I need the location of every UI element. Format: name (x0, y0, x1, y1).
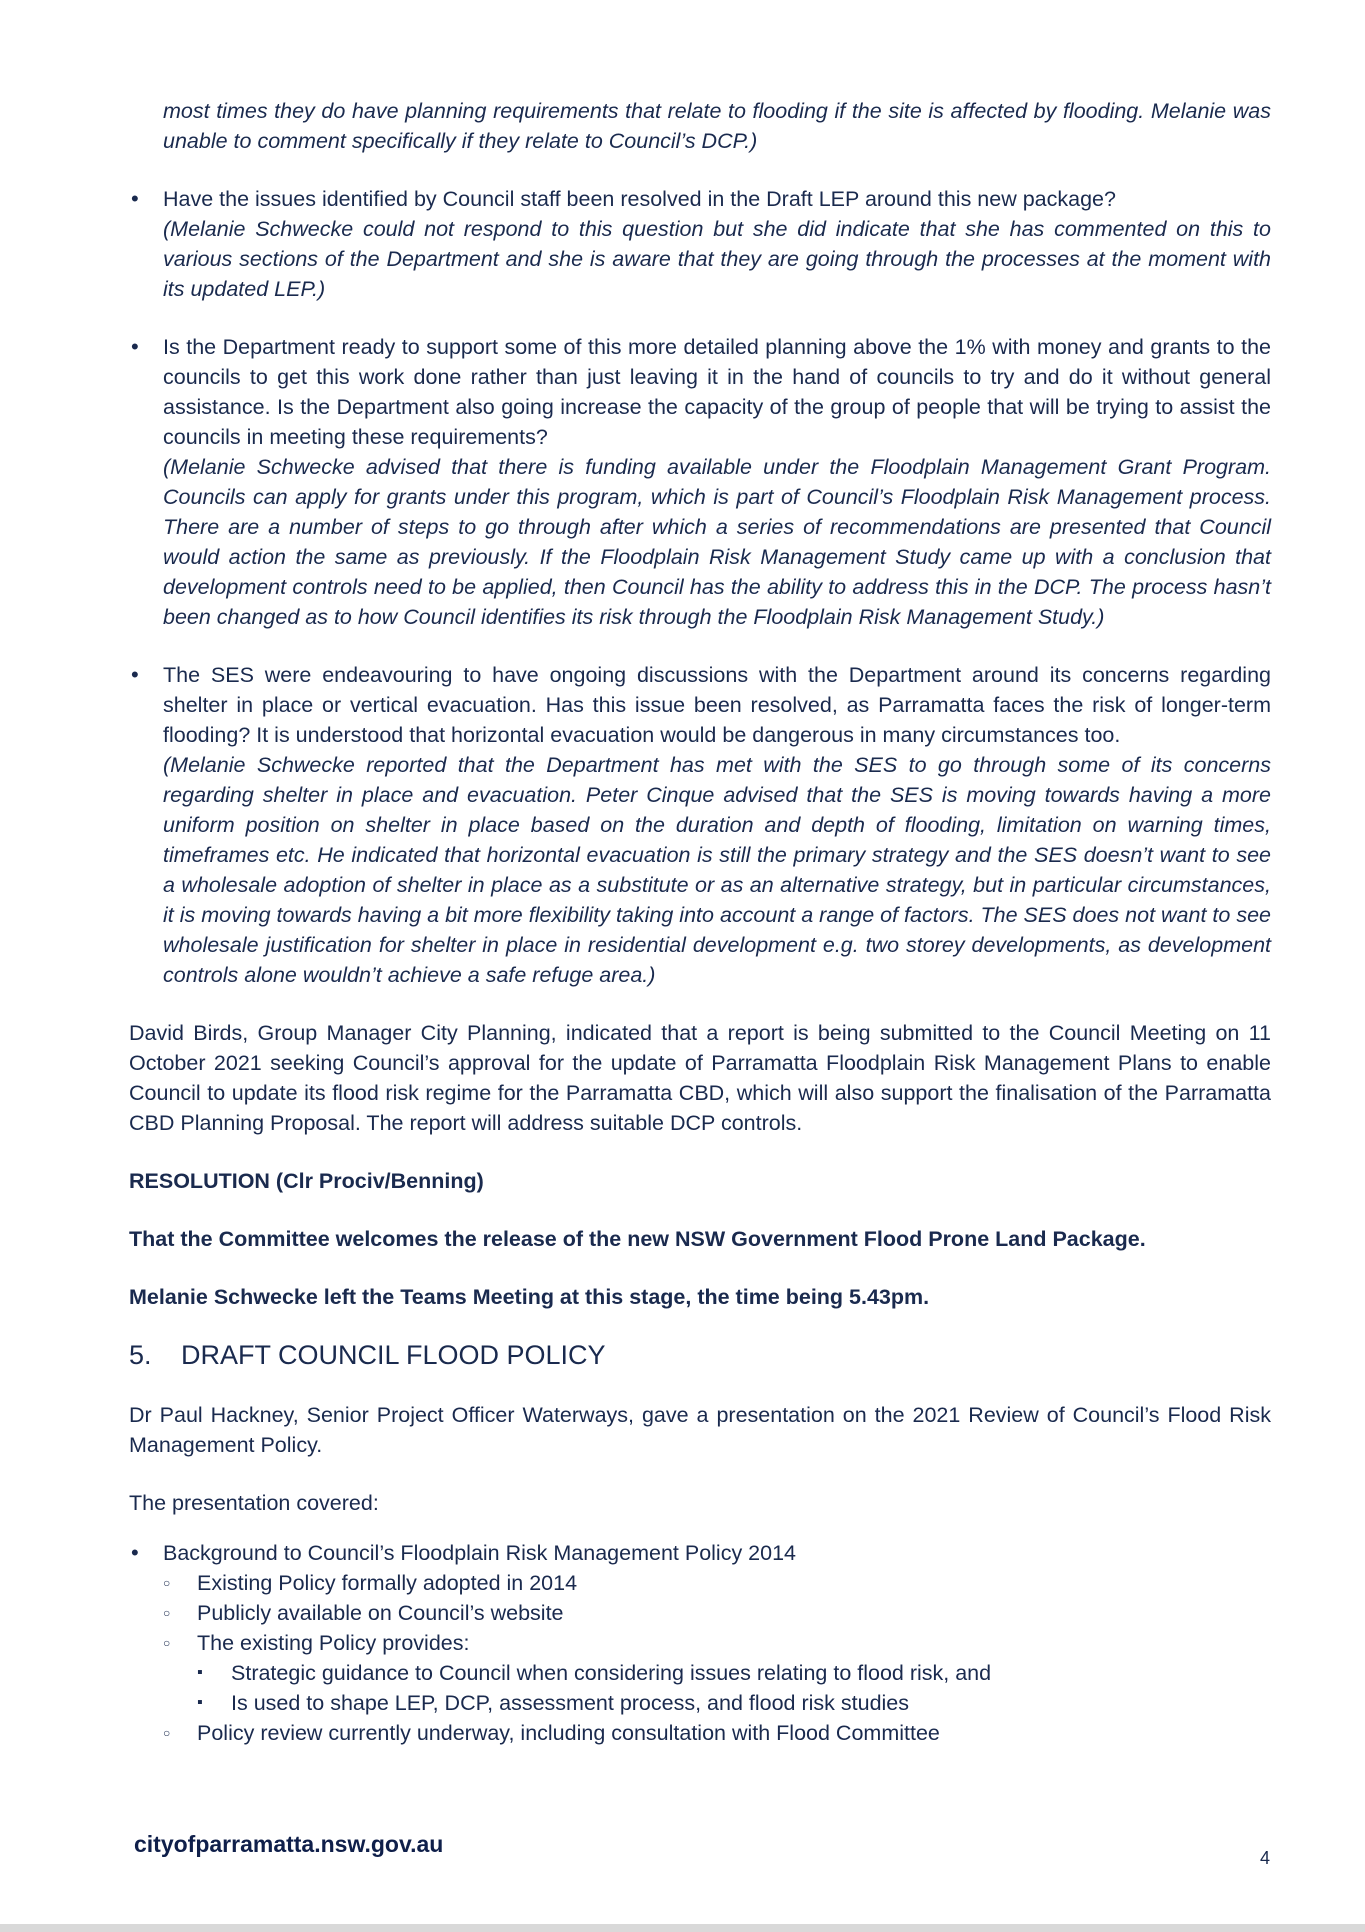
list-item: ○ Publicly available on Council’s website (163, 1598, 1271, 1628)
answer-text: (Melanie Schwecke could not respond to this question but she did indicate that she has commented on this to various sections of the Department and she is aware that they are going through the processes at the moment with its updated LEP.) (163, 217, 1271, 301)
david-birds-paragraph: David Birds, Group Manager City Planning, indicated that a report is being submitted to the Council Meeting on 11 October 2021 seeking Council’s approval for the update of Parramatta Floodplain Risk Management Plans to enable Council to update its flood risk regime for the Parramatta CBD, which will also support the finalisation of the Parramatta CBD Planning Proposal. The report will address suitable DCP controls. (129, 1021, 1271, 1135)
list-item: ○ Existing Policy formally adopted in 2014 (163, 1568, 1271, 1598)
section-number: 5. (129, 1340, 152, 1370)
section-title: DRAFT COUNCIL FLOOD POLICY (181, 1340, 606, 1370)
list-item (129, 1538, 1271, 1748)
melanie-left-note: Melanie Schwecke left the Teams Meeting at this stage, the time being 5.43pm. (129, 1285, 930, 1309)
resolution-heading: RESOLUTION (Clr Prociv/Benning) (129, 1169, 484, 1193)
page-number: 4 (1260, 1848, 1271, 1868)
list-item: ○ Policy review currently underway, including consultation with Flood Committee (163, 1718, 1271, 1748)
background-label: • Background to Council’s Floodplain Risk Management Policy 2014 (163, 1541, 797, 1565)
provides-label: ○ The existing Policy provides: (197, 1631, 470, 1655)
hackney-paragraph: Dr Paul Hackney, Senior Project Officer Waterways, gave a presentation on the 2021 Review of Council’s Flood Risk Management Policy. (129, 1403, 1271, 1457)
question-item (129, 184, 1271, 304)
question-item (129, 332, 1271, 632)
presentation-list (129, 1538, 1271, 1748)
section-heading (129, 1338, 1271, 1372)
resolution-text: That the Committee welcomes the release of the new NSW Government Flood Prone Land Package. (129, 1227, 1146, 1251)
page-content (129, 96, 1271, 1748)
answer-text: (Melanie Schwecke advised that there is funding available under the Floodplain Management Grant Program. Councils can apply for grants under this program, which is part of Council’s Floodplain Risk Management process. There are a number of steps to go through after which a series of recommendations are presented that Council would action the same as previously. If the Floodplain Risk Management Study came up with a conclusion that development controls need to be applied, then Council has the ability to address this in the DCP. The process hasn’t been changed as to how Council identifies its risk through the Floodplain Risk Management Study.) (163, 455, 1271, 629)
question-list (129, 184, 1271, 990)
continued-answer: most times they do have planning requirements that relate to flooding if the site is affected by flooding. Melanie was unable to comment specifically if they relate to Council’s DCP.) (163, 99, 1271, 153)
question-text: • The SES were endeavouring to have ongoing discussions with the Department around its concerns regarding shelter in place or vertical evacuation. Has this issue been resolved, as Parramatta faces the risk of longer-term flooding? It is understood that horizontal evacuation would be dangerous in many circumstances too. (163, 663, 1271, 747)
answer-text: (Melanie Schwecke reported that the Department has met with the SES to go through some of its concerns regarding shelter in place and evacuation. Peter Cinque advised that the SES is moving towards having a more uniform position on shelter in place based on the duration and depth of flooding, limitation on warning times, timeframes etc. He indicated that horizontal evacuation is still the primary strategy and the SES doesn’t want to see a wholesale adoption of shelter in place as a substitute or as an alternative strategy, but in particular circumstances, it is moving towards having a bit more flexibility taking into account a range of factors. The SES does not want to see wholesale justification for shelter in place in residential development e.g. two storey developments, as development controls alone wouldn’t achieve a safe refuge area.) (163, 753, 1271, 987)
background-sublist (163, 1568, 1271, 1748)
question-item (129, 660, 1271, 990)
list-item: ▪ Is used to shape LEP, DCP, assessment process, and flood risk studies (197, 1688, 1271, 1718)
provides-sublist (197, 1658, 1271, 1718)
list-item: ▪ Strategic guidance to Council when considering issues relating to flood risk, and (197, 1658, 1271, 1688)
question-text: • Have the issues identified by Council staff been resolved in the Draft LEP around this new package? (163, 187, 1116, 211)
bottom-divider (0, 1924, 1365, 1932)
list-item (163, 1628, 1271, 1718)
question-text: • Is the Department ready to support some of this more detailed planning above the 1% with money and grants to the councils to get this work done rather than just leaving it in the hand of councils to try and do it without general assistance. Is the Department also going increase the capacity of the group of people that will be trying to assist the councils in meeting these requirements? (163, 335, 1271, 449)
presentation-covered: The presentation covered: (129, 1491, 379, 1515)
footer-url: cityofparramatta.nsw.gov.au (134, 1831, 444, 1857)
